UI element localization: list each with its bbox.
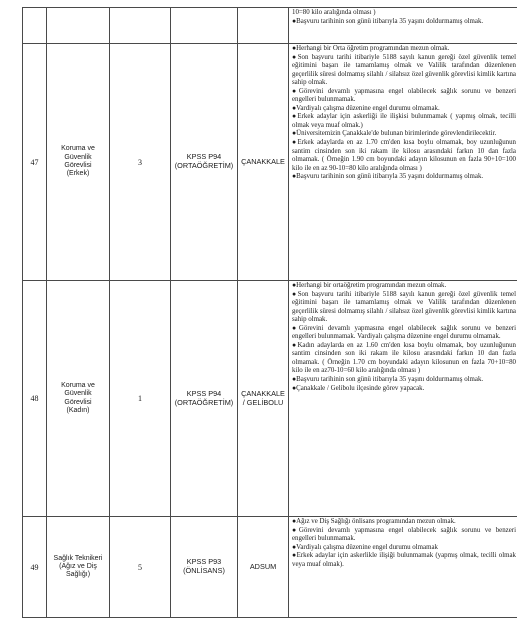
requirement-item: ●Vardiyalı çalışma düzenine engel durumu olmamak — [292, 543, 438, 551]
table-row — [23, 44, 517, 281]
cell-line: (Erkek) — [66, 170, 90, 178]
position-quantity: 5 — [110, 517, 171, 618]
kpss-score-type — [171, 281, 238, 517]
table-row — [23, 8, 517, 44]
position-quantity — [110, 8, 171, 44]
cell-line: ÇANAKKALE — [241, 388, 285, 398]
position-title — [47, 281, 110, 517]
cell-line: Güvenlik — [64, 390, 92, 398]
requirement-item: ●Görevini devamlı yapmasına engel olabilecek sağlık sorunu ve benzeri engelleri bulunmamak. Vardiyalı çalışma düzenine engel durumu olmamak. — [292, 324, 516, 341]
cell-line: Sağlığı) — [65, 571, 91, 579]
row-number — [23, 8, 47, 44]
kpss-score-type — [171, 8, 238, 44]
requirement-item: ●Ağız ve Diş Sağlığı önlisans programından mezun olmak. — [292, 518, 456, 525]
kpss-score-type — [171, 44, 238, 281]
row-number: 49 — [23, 517, 47, 618]
requirement-item: ●Erkek adaylar için askerliği ile ilişkisi bulunmamak ( yapmış olmak, tecilli olmak veya muaf olmak.) — [292, 113, 516, 129]
position-title — [47, 8, 110, 44]
requirements-cell — [289, 44, 517, 281]
requirement-item: ●Çanakkale / Gelibolu ilçesinde görev yapacak. — [292, 384, 425, 392]
work-location — [238, 517, 289, 618]
requirement-item: ●Son başvuru tarihi itibariyle 5188 sayılı kanun gereği özel güvenlik temel eğitimini başarı ile tamamlamış olmak ve Valilik tarafından düzenlenen geçerlilik süresi dolmamış silahlı / silahsız özel güvenlik görevlisi kimlik kartına sahip olmak. — [292, 290, 516, 324]
cell-line: ADSUM — [249, 561, 277, 571]
cell-line: / GELİBOLU — [242, 397, 284, 407]
position-quantity: 1 — [110, 281, 171, 517]
table-row — [23, 517, 517, 618]
requirement-item: ●Görevini devamlı yapmasına engel olabilecek sağlık sorunu ve benzeri engelleri bulunmamak. — [292, 87, 516, 104]
requirement-item: ●Başvuru tarihinin son günü itibarıyla 35 yaşını doldurmamış olmak. — [292, 173, 484, 181]
work-location — [238, 8, 289, 44]
requirement-item: ●Üniversitemizin Çanakkale'de bulunan birimlerinde görevlendirilecektir. — [292, 130, 497, 138]
requirement-item: ●Vardiyalı çalışma düzenine engel durumu olmamak. — [292, 104, 440, 112]
requirement-item: ●Son başvuru tarihi itibariyle 5188 sayılı kanun gereği özel güvenlik temel eğitimini başarı ile tamamlamış olmak ve Valilik tarafından düzenlenen geçerlilik süresi dolmamış silahlı / silahsız özel güvenlik görevlisi kimlik kartına sahip olmak. — [292, 53, 516, 87]
positions-table — [22, 7, 517, 618]
cell-line: KPSS P94 — [186, 388, 222, 398]
position-title — [47, 517, 110, 618]
cell-line: (ORTAÖĞRETİM) — [174, 397, 234, 407]
cell-line: (Kadın) — [66, 406, 90, 414]
kpss-score-type — [171, 517, 238, 618]
cell-line: Koruma ve — [61, 145, 95, 153]
cell-line: KPSS P93 — [186, 557, 222, 567]
cell-line: Sağlık Teknikeri — [53, 554, 103, 562]
cell-line: Görevlisi — [64, 398, 92, 406]
position-quantity: 3 — [110, 44, 171, 281]
work-location — [238, 281, 289, 517]
requirement-item: 10=80 kilo aralığında olması ) — [292, 9, 376, 16]
requirement-item: ●Erkek adaylar için askerlikle ilişiği bulunmamak (yapmış olmak, tecilli olmak veya muaf olmak). — [292, 552, 516, 568]
requirements-cell — [289, 517, 517, 618]
cell-line: Koruma ve — [61, 381, 95, 389]
cell-line: Güvenlik — [64, 153, 92, 161]
cell-line: (ORTAÖĞRETİM) — [174, 161, 234, 170]
requirements-cell — [289, 281, 517, 517]
requirement-item: ●Erkek adaylarda en az 1.70 cm'den kısa boylu olmamak, boy uzunluğunun santim cinsinden son iki rakam ile kilosu arasındaki farkın 10 dan fazla olmamak. ( Örneğin 1.90 cm boyundaki adayın kilosunun en fazla 90+10=100 kilo ile en az 90-10=80 kilo aralığında olması ) — [292, 139, 516, 172]
row-number: 47 — [23, 44, 47, 281]
requirement-item: ●Başvuru tarihinin son günü itibarıyla 35 yaşını doldurmamış olmak. — [292, 376, 484, 384]
requirement-item: ●Kadın adaylarda en az 1.60 cm'den kısa boylu olmamak, boy uzunluğunun santim cinsinden son iki rakam ile kilosu arasındaki farkın 10 dan fazla olmamak. ( Örneğin 1.70 cm boyundaki adayın kilosunun en fazla 70+10=80 kilo ile en az70-10=60 kilo aralığında olması ) — [292, 341, 516, 375]
requirement-item: ●Herhangi bir Orta öğretim programından mezun olmak. — [292, 45, 450, 52]
cell-line: ÇANAKKALE — [241, 156, 285, 166]
cell-line: (Ağız ve Diş — [59, 562, 97, 570]
requirement-item: ●Başvuru tarihinin son günü itibarıyla 35 yaşını doldurmamış olmak. — [292, 17, 484, 25]
position-title — [47, 44, 110, 281]
cell-line: (ÖNLİSANS) — [183, 566, 225, 575]
requirement-item: ●Görevini devamlı yapmasına engel olabilecek sağlık sorunu ve benzeri engelleri bulunmamak. — [292, 526, 516, 543]
requirement-item: ●Herhangi bir ortaöğretim programından mezun olmak. — [292, 282, 447, 289]
requirements-cell — [289, 8, 517, 44]
cell-line: KPSS P94 — [186, 152, 222, 162]
table-row — [23, 281, 517, 517]
work-location — [238, 44, 289, 281]
row-number: 48 — [23, 281, 47, 517]
cell-line: Görevlisi — [64, 162, 92, 169]
